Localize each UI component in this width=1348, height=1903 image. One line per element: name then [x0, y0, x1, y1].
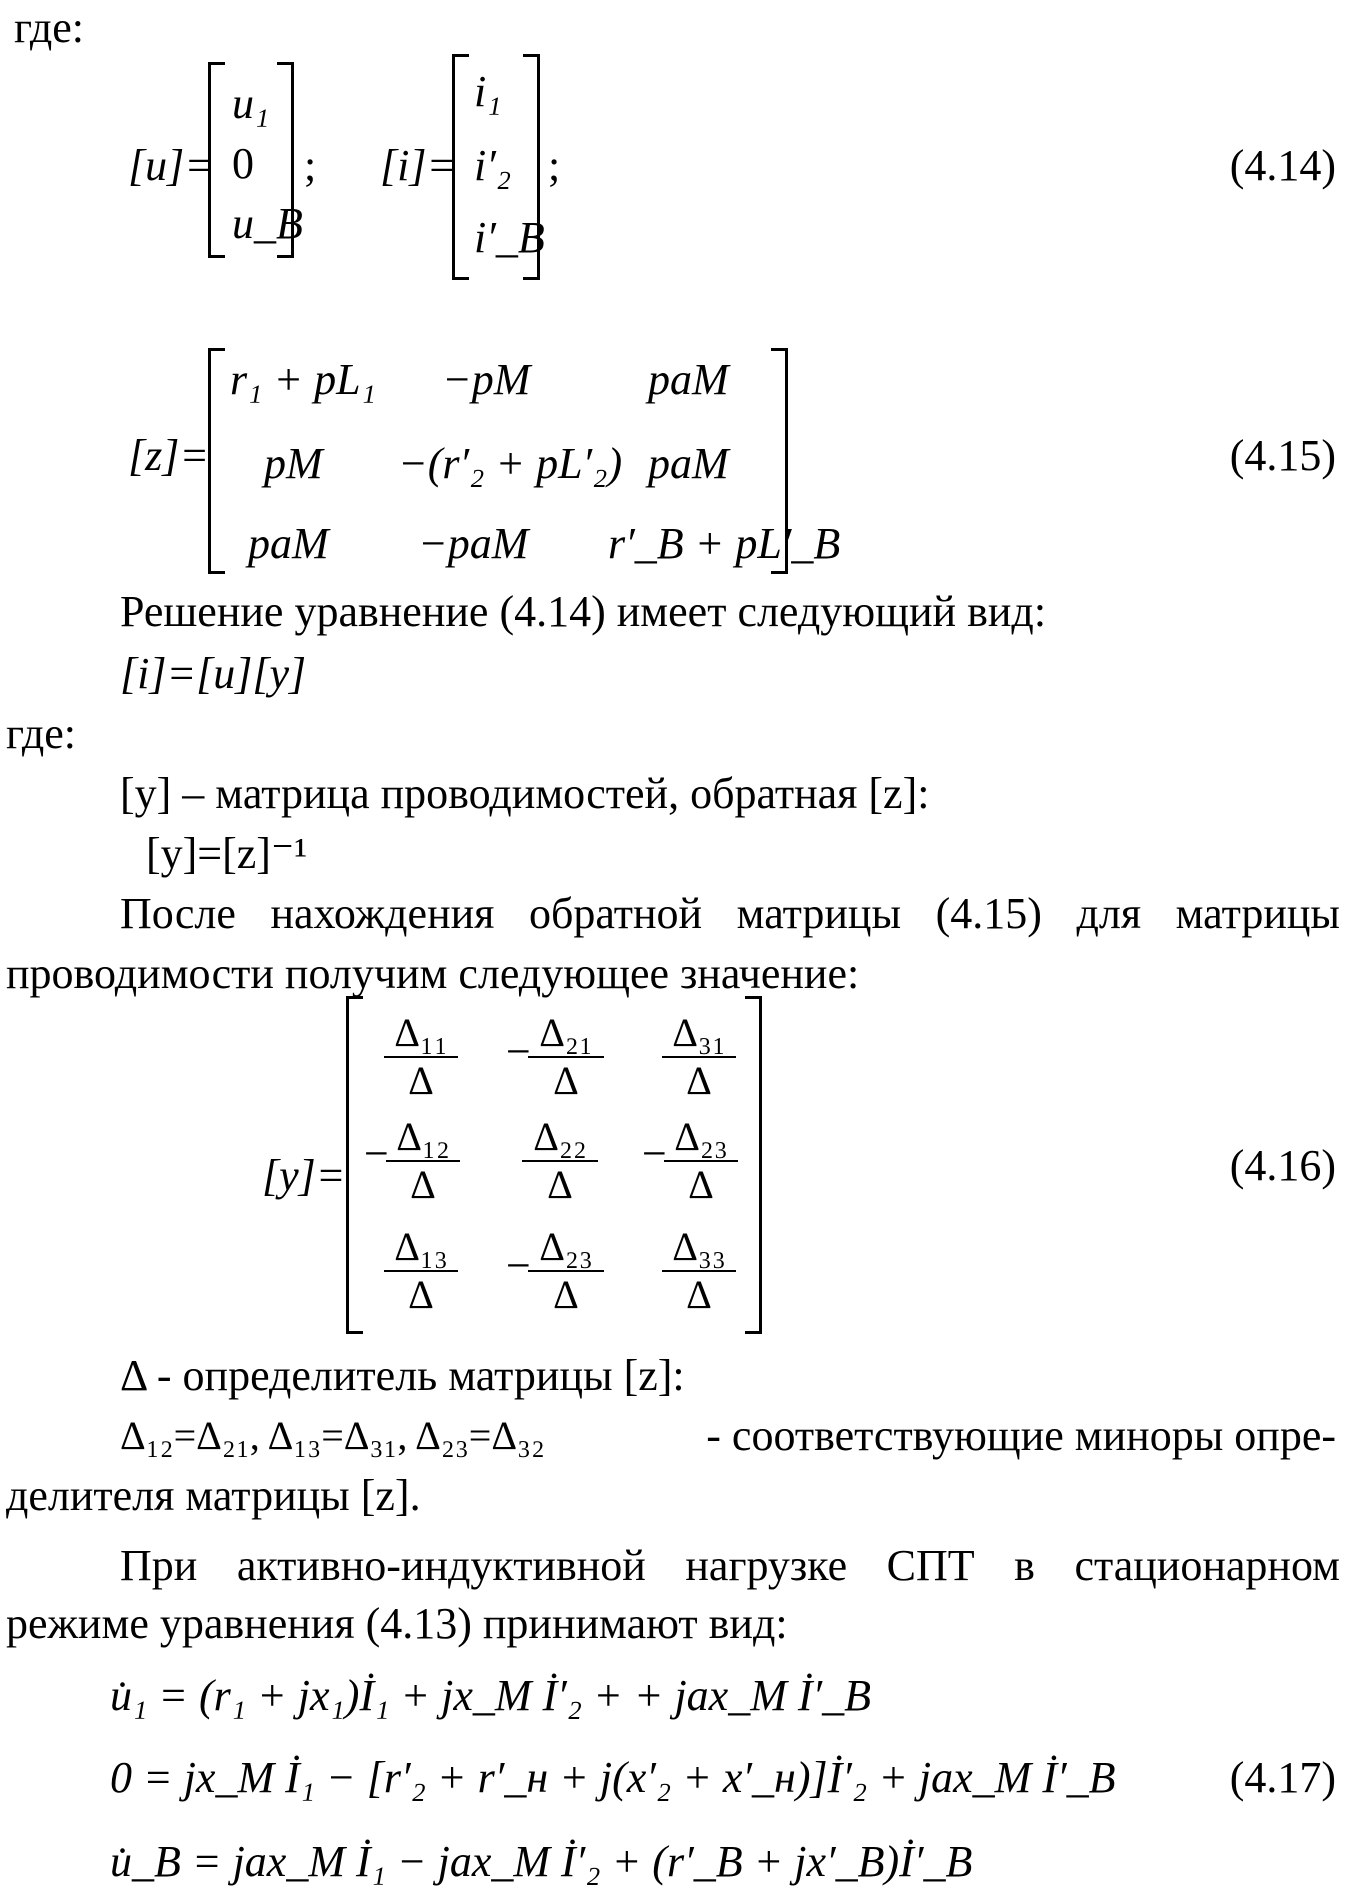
y-inverse-equation: [y]=[z]⁻¹: [146, 829, 308, 878]
z-cell-3-2: −paM: [418, 519, 529, 568]
i-vector: [452, 54, 545, 280]
equation-4-17-line2: 0 = jx_М İ₁ − [r′₂ + r′_н + j(x′₂ + x′_н)]İ′₂ + jax_М İ′_B: [110, 1753, 1116, 1802]
y-cell-1-3: $\frac{\text{Δ₃₁}}{\Delta}$: [662, 1010, 736, 1104]
y-cell-2-1-sign: −: [364, 1129, 389, 1178]
minors-description: - соответствующие миноры опре-: [706, 1411, 1336, 1460]
y-cell-3-2: $\frac{\text{Δ₂₃}}{\Delta}$: [528, 1224, 604, 1318]
y-cell-1-1: $\frac{\text{Δ₁₁}}{\Delta}$: [384, 1010, 458, 1104]
load-text-line2: режиме уравнения (4.13) принимают вид:: [6, 1599, 788, 1648]
equation-number-4-16: (4.16): [1229, 1141, 1336, 1190]
u-vector-lhs: [u]=: [128, 141, 214, 190]
z-matrix: [208, 348, 841, 574]
y-cell-2-1: $\frac{\text{Δ₁₂}}{\Delta}$: [386, 1114, 460, 1208]
equation-4-17-line3: u̇_B = jax_М İ₁ − jax_М İ′₂ + (r′_B + jx′_B)İ′_B: [110, 1837, 973, 1886]
solution-text: Решение уравнение (4.14) имеет следующий вид:: [120, 587, 1047, 636]
i-entry-2: i′₂: [474, 141, 512, 190]
left-bracket: [346, 996, 363, 1334]
z-cell-3-3: r′_B + pL′_B: [608, 519, 841, 568]
y-cell-3-1: $\frac{\text{Δ₁₃}}{\Delta}$: [384, 1224, 458, 1318]
minors-formula: Δ₁₂=Δ₂₁, Δ₁₃=Δ₃₁, Δ₂₃=Δ₃₂: [120, 1413, 545, 1458]
after-inverse-text-line1: После нахождения обратной матрицы (4.15) для матрицы: [120, 889, 1340, 938]
solution-equation: [i]=[u][y]: [120, 649, 307, 698]
y-cell-2-3: $\frac{\text{Δ₂₃}}{\Delta}$: [664, 1114, 738, 1208]
z-matrix-lhs: [z]=: [128, 431, 210, 480]
i-vector-end: ;: [548, 141, 561, 190]
z-cell-2-1: pM: [264, 439, 323, 488]
after-inverse-text-line2: проводимости получим следующее значение:: [6, 949, 860, 998]
z-cell-2-3: paM: [648, 439, 729, 488]
z-cell-2-2: −(r′₂ + pL′₂): [398, 439, 623, 488]
equation-number-4-15: (4.15): [1229, 431, 1336, 480]
right-bracket: [745, 996, 762, 1334]
y-cell-3-3: $\frac{\text{Δ₃₃}}{\Delta}$: [662, 1224, 736, 1318]
y-cell-2-3-sign: −: [642, 1129, 667, 1178]
i-vector-lhs: [i]=: [380, 141, 457, 190]
y-definition-text: [y] – матрица проводимостей, обратная [z]:: [120, 769, 930, 818]
z-cell-1-2: −pM: [442, 355, 531, 404]
y-cell-1-2-sign: −: [506, 1027, 531, 1076]
y-cell-2-2: $\frac{\text{Δ₂₂}}{\Delta}$: [522, 1114, 598, 1208]
equation-number-4-14: (4.14): [1229, 141, 1336, 190]
left-bracket: [208, 62, 225, 258]
left-bracket: [208, 348, 225, 574]
u-entry-1: u₁: [232, 79, 270, 128]
equation-number-4-17: (4.17): [1229, 1753, 1336, 1802]
where-label-2: где:: [6, 709, 76, 758]
y-cell-3-2-sign: −: [506, 1241, 531, 1290]
z-cell-3-1: paM: [248, 519, 329, 568]
i-entry-1: i₁: [474, 67, 502, 116]
load-text-line1: При активно-индуктивной нагрузке СПТ в стационарном: [120, 1541, 1340, 1590]
u-vector-sep: ;: [304, 141, 317, 190]
y-matrix: [346, 996, 762, 1334]
z-cell-1-1: r₁ + pL₁: [230, 355, 376, 404]
minors-description-line2: делителя матрицы [z].: [6, 1471, 421, 1520]
u-entry-3: u_B: [232, 199, 303, 248]
left-bracket: [452, 54, 469, 280]
delta-definition-text: Δ - определитель матрицы [z]:: [120, 1351, 685, 1400]
y-matrix-lhs: [y]=: [262, 1151, 346, 1200]
i-entry-3: i′_B: [474, 213, 545, 262]
equation-4-17-line1: u̇₁ = (r₁ + jx₁)İ₁ + jx_М İ′₂ + + jax_М İ′_B: [110, 1671, 872, 1720]
y-cell-1-2: $\frac{\text{Δ₂₁}}{\Delta}$: [528, 1010, 604, 1104]
where-label-1: где:: [14, 3, 84, 52]
u-entry-2: 0: [232, 139, 254, 188]
u-vector: [208, 62, 303, 258]
z-cell-1-3: paM: [648, 355, 729, 404]
